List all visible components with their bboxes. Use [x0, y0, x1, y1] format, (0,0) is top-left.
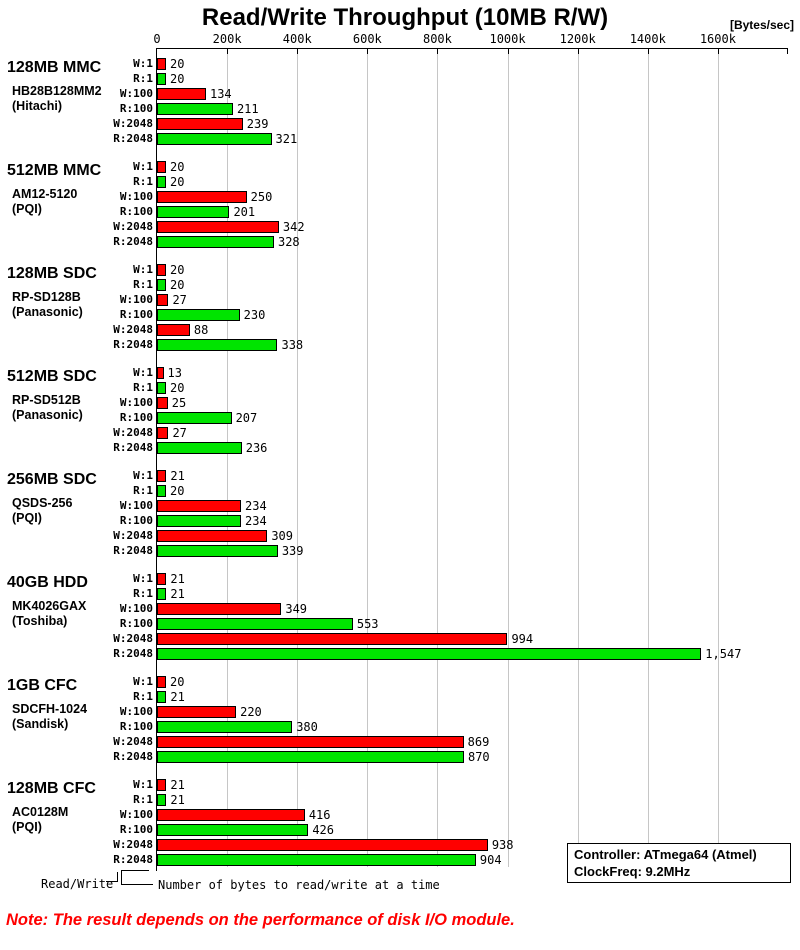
row-label: R:2048 [113, 544, 153, 557]
bar-value-label: 239 [246, 117, 269, 131]
bar-value-label: 426 [312, 823, 335, 837]
write-bar [157, 530, 267, 542]
row-label: R:2048 [113, 132, 153, 145]
row-label: W:1 [133, 778, 153, 791]
row-label: R:1 [133, 484, 153, 497]
bar-row [133, 469, 788, 483]
bar-value-label: 207 [235, 411, 258, 425]
bar-row [113, 735, 788, 749]
bar-row [113, 529, 788, 543]
row-label: W:100 [119, 602, 153, 615]
read-bar [157, 618, 353, 630]
bar-value-label: 21 [170, 793, 185, 807]
read-bar [157, 691, 166, 703]
write-bar [157, 264, 166, 276]
row-label: R:2048 [113, 441, 153, 454]
read-bar [157, 73, 166, 85]
row-label: W:1 [133, 469, 153, 482]
row-label: W:2048 [113, 838, 153, 851]
row-label: W:2048 [113, 529, 153, 542]
bar-row [133, 793, 788, 807]
read-bar [157, 648, 701, 660]
bar-value-label: 134 [209, 87, 232, 101]
device-group [7, 255, 788, 358]
bar-value-label: 234 [245, 514, 267, 528]
read-bar [157, 236, 274, 248]
row-label: W:2048 [113, 426, 153, 439]
write-bar [157, 633, 507, 645]
row-label: R:2048 [113, 647, 153, 660]
row-label: R:1 [133, 587, 153, 600]
bar-value-label: 553 [356, 617, 379, 631]
write-bar [157, 706, 236, 718]
bar-value-label: 27 [172, 426, 187, 440]
write-bar [157, 573, 166, 585]
read-bar [157, 824, 308, 836]
bar-value-label: 88 [193, 323, 209, 337]
row-label: W:2048 [113, 220, 153, 233]
annotation-bytes-at-a-time: Number of bytes to read/write at a time [158, 878, 440, 892]
read-bar [157, 485, 166, 497]
bar-value-label: 20 [170, 278, 185, 292]
bar-row [119, 514, 788, 528]
bar-value-label: 904 [479, 853, 502, 867]
bar-value-label: 321 [275, 132, 298, 146]
read-bar [157, 545, 278, 557]
row-label: W:1 [133, 160, 153, 173]
bar-row [133, 587, 788, 601]
bar-row [119, 102, 788, 116]
read-bar [157, 854, 476, 866]
axis-tick-label: 1200k [559, 32, 596, 46]
row-label: R:1 [133, 381, 153, 394]
bar-row [119, 705, 788, 719]
bar-value-label: 21 [170, 778, 185, 792]
bar-row [133, 160, 788, 174]
row-label: R:1 [133, 175, 153, 188]
axis-tick-label: 1000k [489, 32, 526, 46]
device-group [7, 667, 788, 770]
device-name: 1GB CFC [7, 677, 78, 694]
bar-value-label: 870 [467, 750, 490, 764]
read-bar [157, 751, 464, 763]
bar-row [113, 338, 788, 352]
bar-value-label: 21 [170, 469, 185, 483]
bar-value-label: 938 [491, 838, 514, 852]
write-bar [157, 161, 166, 173]
row-label: W:100 [119, 87, 153, 100]
axis-tick-label: 400k [282, 32, 312, 46]
bar-row [119, 602, 788, 616]
bar-row [119, 205, 788, 219]
row-label: R:100 [119, 102, 153, 115]
device-name: 128MB MMC [7, 59, 102, 76]
bar-value-label: 20 [170, 72, 185, 86]
device-model: SDCFH-1024 [12, 702, 88, 716]
bar-row [133, 572, 788, 586]
device-model: RP-SD512B [12, 393, 81, 407]
bar-row [113, 632, 788, 646]
device-name: 512MB SDC [7, 368, 97, 385]
bar-row [113, 750, 788, 764]
bar-row [133, 278, 788, 292]
bar-value-label: 309 [271, 529, 293, 543]
annotation-read-write: Read/Write [41, 877, 114, 891]
row-label: R:100 [119, 514, 153, 527]
bar-row [113, 235, 788, 249]
row-label: W:2048 [113, 632, 153, 645]
bar-value-label: 20 [170, 57, 185, 71]
bar-value-label: 21 [170, 572, 185, 586]
bar-row [113, 220, 788, 234]
bar-value-label: 339 [281, 544, 304, 558]
write-bar [157, 470, 166, 482]
device-name: 512MB MMC [7, 162, 102, 179]
row-label: R:1 [133, 690, 153, 703]
row-label: W:1 [133, 263, 153, 276]
bar-row [113, 647, 788, 661]
axis-tick-label: 1600k [699, 32, 736, 46]
row-label: W:100 [119, 293, 153, 306]
bar-row [113, 441, 788, 455]
read-bar [157, 206, 229, 218]
read-bar [157, 279, 166, 291]
bar-value-label: 416 [308, 808, 331, 822]
write-bar [157, 191, 247, 203]
device-maker: (PQI) [12, 511, 42, 525]
bar-row [133, 175, 788, 189]
write-bar [157, 367, 164, 379]
device-model: QSDS-256 [12, 496, 73, 510]
bar-row [113, 117, 788, 131]
row-label: R:100 [119, 823, 153, 836]
device-group [7, 358, 788, 461]
bar-value-label: 20 [170, 484, 185, 498]
bar-value-label: 380 [296, 720, 318, 734]
bar-value-label: 869 [467, 735, 490, 749]
bar-row [133, 57, 788, 71]
read-bar [157, 794, 166, 806]
bar-row [133, 690, 788, 704]
bar-row [119, 617, 788, 631]
device-maker: (Toshiba) [12, 614, 68, 628]
row-label: W:1 [133, 366, 153, 379]
device-group [7, 564, 788, 667]
row-label: R:100 [119, 617, 153, 630]
read-bar [157, 309, 240, 321]
device-group [7, 49, 788, 152]
controller-label: Controller: ATmega64 (Atmel) [574, 847, 757, 862]
bar-value-label: 21 [170, 587, 185, 601]
bar-value-label: 349 [285, 602, 308, 616]
bar-value-label: 328 [277, 235, 300, 249]
row-label: R:1 [133, 793, 153, 806]
bar-row [119, 499, 788, 513]
row-label: R:2048 [113, 338, 153, 351]
row-label: W:100 [119, 396, 153, 409]
row-label: W:1 [133, 675, 153, 688]
row-label: W:1 [133, 572, 153, 585]
bar-value-label: 230 [243, 308, 266, 322]
bar-row [113, 132, 788, 146]
write-bar [157, 118, 243, 130]
bar-value-label: 13 [167, 366, 182, 380]
row-label: W:2048 [113, 323, 153, 336]
write-bar [157, 294, 168, 306]
axis-tick-label: 600k [352, 32, 382, 46]
read-bar [157, 588, 166, 600]
device-name: 128MB CFC [7, 780, 96, 797]
read-bar [157, 442, 242, 454]
bar-value-label: 236 [245, 441, 268, 455]
device-maker: (Panasonic) [12, 408, 83, 422]
row-label: W:2048 [113, 735, 153, 748]
bar-value-label: 994 [511, 632, 534, 646]
bar-row [119, 308, 788, 322]
device-group [7, 152, 788, 255]
bar-row [119, 396, 788, 410]
bar-value-label: 20 [170, 175, 185, 189]
device-model: RP-SD128B [12, 290, 81, 304]
row-label: W:100 [119, 190, 153, 203]
controller-info-box [567, 843, 791, 883]
bar-value-label: 211 [236, 102, 259, 116]
axis-unit-label: [Bytes/sec] [729, 18, 794, 32]
device-maker: (Hitachi) [12, 99, 62, 113]
write-bar [157, 58, 166, 70]
write-bar [157, 324, 190, 336]
bar-row [119, 823, 788, 837]
bar-row [133, 381, 788, 395]
device-maker: (Sandisk) [12, 717, 69, 731]
row-label: R:100 [119, 205, 153, 218]
axis-tick-label: 0 [153, 32, 161, 46]
bar-value-label: 250 [250, 190, 273, 204]
plot-area [7, 32, 788, 871]
write-bar [157, 88, 206, 100]
write-bar [157, 676, 166, 688]
write-bar [157, 500, 241, 512]
device-name: 40GB HDD [7, 574, 88, 591]
write-bar [157, 839, 488, 851]
bar-row [119, 720, 788, 734]
read-bar [157, 382, 166, 394]
bar-row [133, 778, 788, 792]
bar-value-label: 25 [171, 396, 187, 410]
bar-row [113, 544, 788, 558]
bar-row [119, 87, 788, 101]
device-name: 256MB SDC [7, 471, 97, 488]
bar-row [113, 323, 788, 337]
row-label: R:2048 [113, 235, 153, 248]
row-label: R:100 [119, 720, 153, 733]
row-label: R:2048 [113, 750, 153, 763]
row-label: R:2048 [113, 853, 153, 866]
row-label: W:100 [119, 808, 153, 821]
footer-note: Note: The result depends on the performance of disk I/O module. [6, 911, 515, 929]
bar-value-label: 234 [245, 499, 267, 513]
device-model: AM12-5120 [12, 187, 78, 201]
read-bar [157, 103, 233, 115]
device-model: MK4026GAX [12, 599, 87, 613]
bar-row [113, 426, 788, 440]
device-maker: (Panasonic) [12, 305, 83, 319]
write-bar [157, 427, 168, 439]
chart-title: Read/Write Throughput (10MB R/W) [201, 4, 609, 31]
read-write-bracket-line [106, 872, 118, 882]
axis-tick-label: 200k [212, 32, 242, 46]
row-label: R:1 [133, 278, 153, 291]
bar-value-label: 27 [172, 293, 187, 307]
read-bar [157, 176, 166, 188]
write-bar [157, 397, 168, 409]
bar-row [119, 293, 788, 307]
bar-row [133, 484, 788, 498]
device-name: 128MB SDC [7, 265, 97, 282]
bar-value-label: 20 [170, 263, 185, 277]
bar-value-label: 20 [170, 381, 185, 395]
bar-row [119, 190, 788, 204]
bar-row [119, 808, 788, 822]
bar-row [119, 411, 788, 425]
bar-value-label: 220 [240, 705, 262, 719]
write-bar [157, 221, 279, 233]
bar-row [133, 675, 788, 689]
read-bar [157, 133, 272, 145]
row-label: W:100 [119, 705, 153, 718]
write-bar [157, 779, 166, 791]
bar-value-label: 1,547 [705, 647, 742, 661]
read-bar [157, 721, 292, 733]
row-label: W:1 [133, 57, 153, 70]
axis-tick-label: 800k [422, 32, 452, 46]
write-bar [157, 603, 281, 615]
write-bar [157, 736, 464, 748]
bar-value-label: 21 [170, 690, 185, 704]
row-label: W:2048 [113, 117, 153, 130]
write-bar [157, 809, 305, 821]
device-maker: (PQI) [12, 820, 42, 834]
read-bar [157, 515, 241, 527]
clockfreq-label: ClockFreq: 9.2MHz [574, 864, 691, 879]
bar-value-label: 201 [233, 205, 256, 219]
device-model: AC0128M [12, 805, 69, 819]
bar-value-label: 20 [170, 675, 185, 689]
bytes-bracket-corner [121, 870, 153, 885]
bar-value-label: 342 [282, 220, 305, 234]
bar-value-label: 338 [281, 338, 304, 352]
device-group [7, 461, 788, 564]
device-model: HB28B128MM2 [12, 84, 102, 98]
row-label: R:100 [119, 308, 153, 321]
bar-row [133, 366, 788, 380]
axis-tick-label: 1400k [629, 32, 666, 46]
bar-row [133, 72, 788, 86]
row-label: R:1 [133, 72, 153, 85]
read-bar [157, 339, 277, 351]
row-label: W:100 [119, 499, 153, 512]
device-maker: (PQI) [12, 202, 42, 216]
bar-row [133, 263, 788, 277]
read-bar [157, 412, 232, 424]
row-label: R:100 [119, 411, 153, 424]
bar-value-label: 20 [170, 160, 185, 174]
